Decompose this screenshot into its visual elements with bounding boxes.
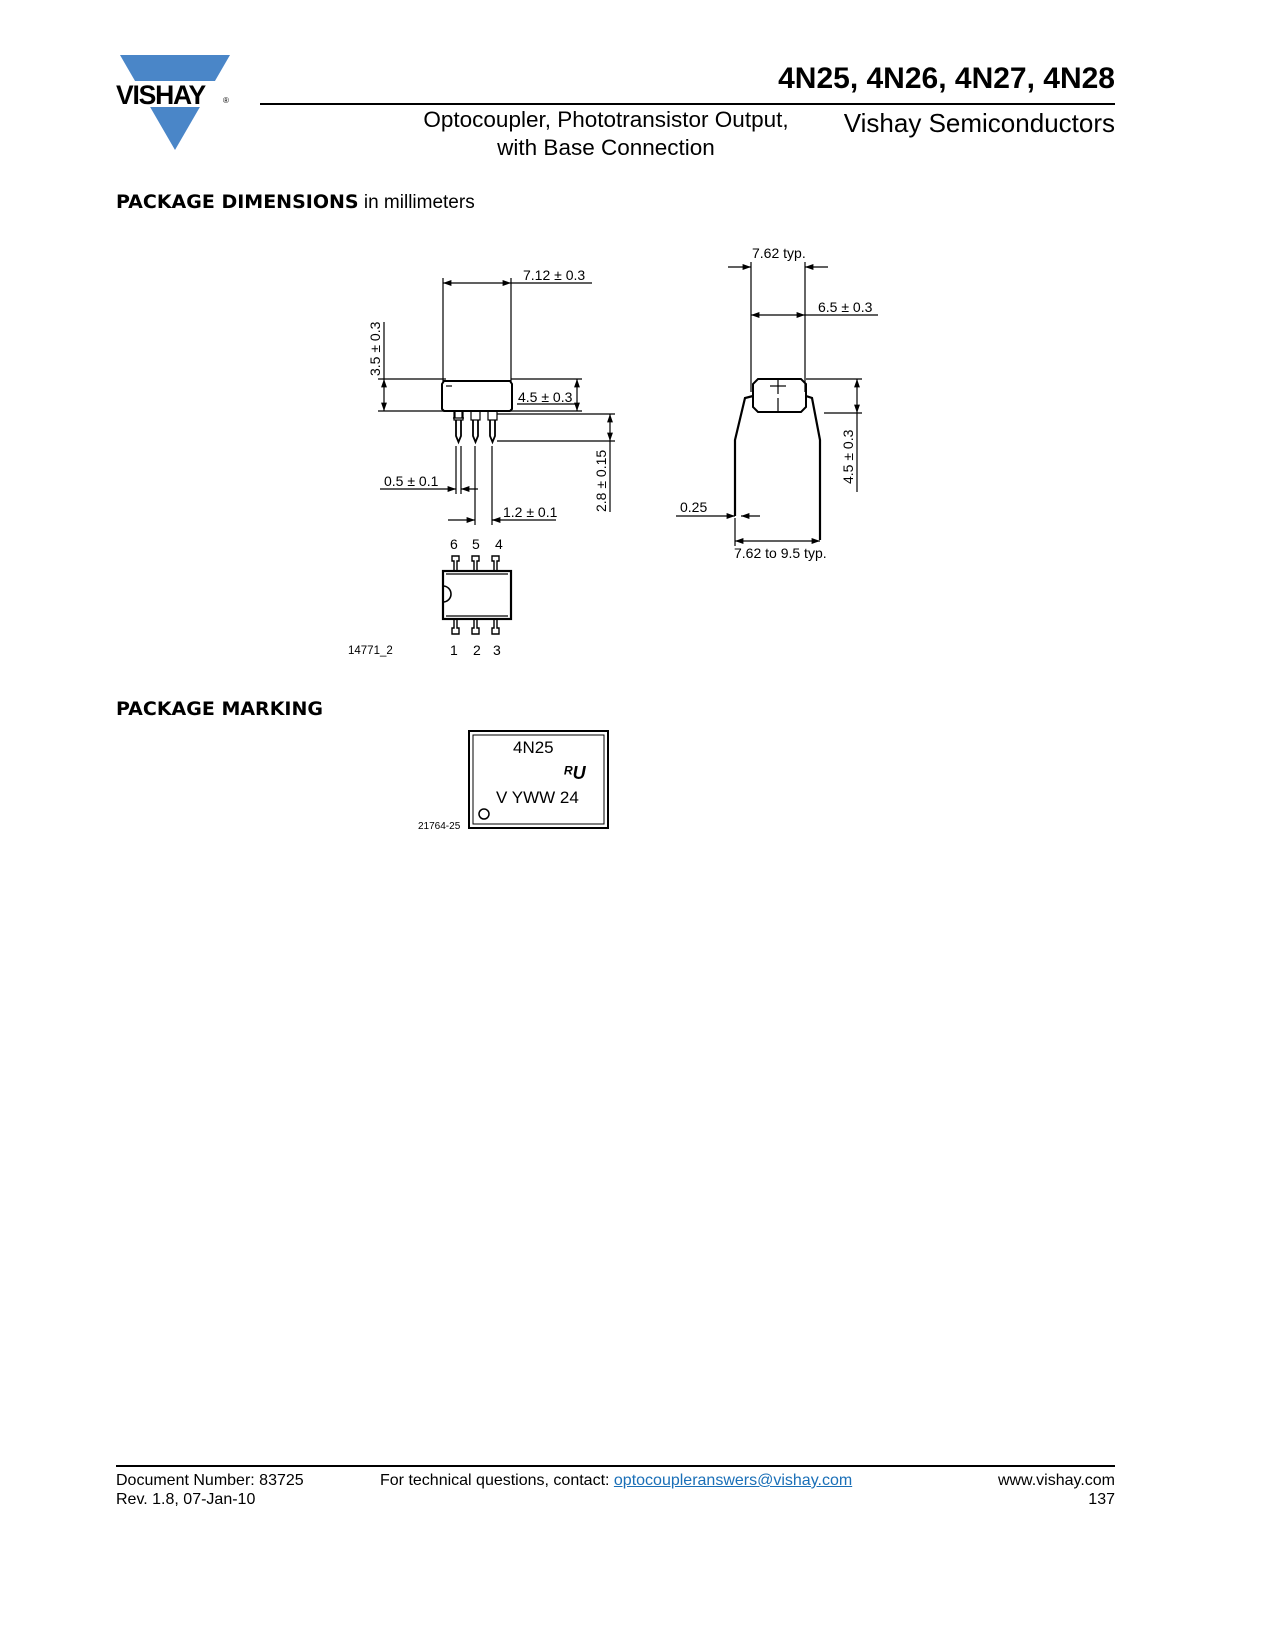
- part-numbers-title: 4N25, 4N26, 4N27, 4N28: [778, 62, 1115, 95]
- logo-wordmark: VISHAY: [116, 80, 206, 110]
- ul-logo: ᴿU: [563, 763, 586, 783]
- subtitle-line-2: with Base Connection: [497, 135, 715, 160]
- document-revision: Rev. 1.8, 07-Jan-10: [116, 1491, 256, 1508]
- footer-divider: [116, 1465, 1115, 1467]
- front-view-drawing: [378, 278, 615, 525]
- package-dimensions-heading: [116, 191, 475, 214]
- marking-part-number: 4N25: [513, 738, 554, 757]
- pin-number: 3: [493, 642, 501, 658]
- company-name: Vishay Semiconductors: [843, 108, 1115, 138]
- dim-lead-width: 0.5 ± 0.1: [384, 473, 439, 489]
- dim-row-spacing: 7.62 typ.: [752, 245, 806, 261]
- header-divider: [260, 103, 1115, 105]
- contact-label: For technical questions, contact:: [380, 1472, 610, 1489]
- dimensions-drawing-id: 14771_2: [348, 645, 393, 657]
- dim-body-width: 6.5 ± 0.3: [818, 299, 873, 315]
- contact-email-link[interactable]: optocoupleranswers@vishay.com: [613, 1472, 853, 1489]
- dim-body-height: 4.5 ± 0.3: [518, 389, 573, 405]
- pin-number: 1: [450, 642, 458, 658]
- technical-contact: [380, 1471, 852, 1490]
- package-marking-drawing: [418, 731, 608, 832]
- package-dimensions-title: PACKAGE DIMENSIONS: [116, 191, 359, 213]
- marking-date-code: V YWW 24: [496, 788, 579, 807]
- dim-lead-pitch: 1.2 ± 0.1: [503, 504, 558, 520]
- pin-number: 4: [495, 536, 503, 552]
- dim-height-top: 3.5 ± 0.3: [367, 321, 383, 376]
- dim-lead-thickness: 0.25: [680, 499, 708, 515]
- website-url[interactable]: www.vishay.com: [997, 1472, 1115, 1489]
- pin-number: 2: [473, 642, 481, 658]
- package-marking-heading: [116, 698, 323, 721]
- pin-number: 6: [450, 536, 458, 552]
- vishay-logo: [116, 55, 234, 153]
- pin1-indicator-icon: [479, 809, 489, 819]
- dim-side-height: 4.5 ± 0.3: [840, 429, 856, 484]
- registered-mark: ®: [223, 96, 229, 105]
- pin-number: 5: [472, 536, 480, 552]
- side-view-drawing: [676, 262, 878, 546]
- subtitle-line-1: Optocoupler, Phototransistor Output,: [423, 107, 789, 132]
- top-view-drawing: [443, 556, 511, 634]
- dim-lead-span: 7.62 to 9.5 typ.: [734, 545, 827, 561]
- dim-body-length: 7.12 ± 0.3: [523, 267, 586, 283]
- package-marking-title: PACKAGE MARKING: [116, 698, 323, 720]
- package-dimensions-unit: in millimeters: [363, 192, 475, 213]
- document-subtitle: [400, 106, 812, 162]
- dim-lead-length: 2.8 ± 0.15: [593, 449, 609, 512]
- page-number: 137: [1088, 1491, 1115, 1508]
- marking-drawing-id: 21764-25: [418, 821, 461, 832]
- document-number: Document Number: 83725: [116, 1472, 304, 1489]
